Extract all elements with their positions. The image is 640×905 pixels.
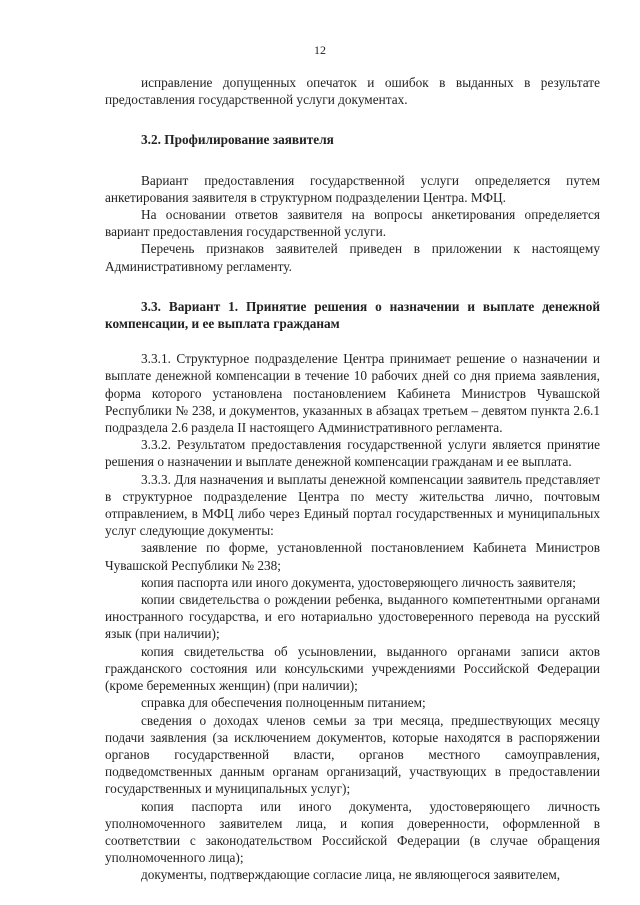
list-item: документы, подтверждающие согласие лица, не являющегося заявителем, — [141, 867, 561, 883]
list-item: копия свидетельства об усыновлении, выданного органами записи актов гражданского состояния или консульскими учреждениями Российской Федерации (кроме беременных женщин) (при наличии); — [105, 643, 600, 694]
section-heading-3-3: 3.3. Вариант 1. Принятие решения о назначении и выплате денежной компенсации, и ее выплата гражданам — [105, 298, 600, 332]
list-item: копии свидетельства о рождении ребенка, выданного компетентными органами иностранного государства, и его нотариально удостоверенного перевода на русский язык (при наличии); — [105, 592, 600, 642]
list-item: сведения о доходах членов семьи за три месяца, предшествующих месяцу подачи заявления (за исключением документов, которые находятся в распоряжении органов государственной власти, органов местного самоуправления, подведомственных данным органам организаций, участвующих в предоставлении государственных и муниципальных услуг); — [105, 712, 600, 797]
paragraph: исправление допущенных опечаток и ошибок в выданных в результате предоставления государственной услуги документах. — [105, 75, 600, 108]
list-item: справка для обеспечения полноценным питанием; — [141, 695, 426, 711]
paragraph: Перечень признаков заявителей приведен в приложении к настоящему Административному регламенту. — [105, 241, 600, 274]
list-item: копия паспорта или иного документа, удостоверяющего личность заявителя; — [141, 574, 576, 590]
page-number: 12 — [314, 43, 326, 57]
paragraph: 3.3.1. Структурное подразделение Центра принимает решение о назначении и выплате денежной компенсации в течение 10 рабочих дней со дня приема заявления, форма которого установлена постановлением Кабинета Министров Чувашской Республики № 238, и документов, указанных в абзацах третьем – девятом пункта 2.6.1 подраздела 2.6 раздела II настоящего Административного регламента. — [105, 351, 600, 436]
paragraph: 3.3.3. Для назначения и выплаты денежной компенсации заявитель представляет в структурное подразделение Центра по месту жительства лично, почтовым отправлением, в МФЦ либо через Единый портал государственных и муниципальных услуг следующие документы: — [105, 471, 600, 539]
paragraph: 3.3.2. Результатом предоставления государственной услуги является принятие решения о назначении и выплате денежной компенсации гражданам и ее выплата. — [105, 437, 600, 470]
paragraph: На основании ответов заявителя на вопросы анкетирования определяется вариант предоставления государственной услуги. — [105, 207, 600, 240]
list-item: заявление по форме, установленной постановлением Кабинета Министров Чувашской Республики № 238; — [105, 540, 600, 573]
document-body — [105, 74, 600, 884]
list-item: копия паспорта или иного документа, удостоверяющего личность уполномоченного заявителем лица, и копия доверенности, оформленной в соответствии с законодательством Российской Федерации (в случае обращения уполномоченного лица); — [105, 798, 600, 866]
paragraph: Вариант предоставления государственной услуги определяется путем анкетирования заявителя в структурном подразделении Центра. МФЦ. — [105, 172, 600, 205]
section-heading-3-2: 3.2. Профилирование заявителя — [141, 132, 334, 148]
